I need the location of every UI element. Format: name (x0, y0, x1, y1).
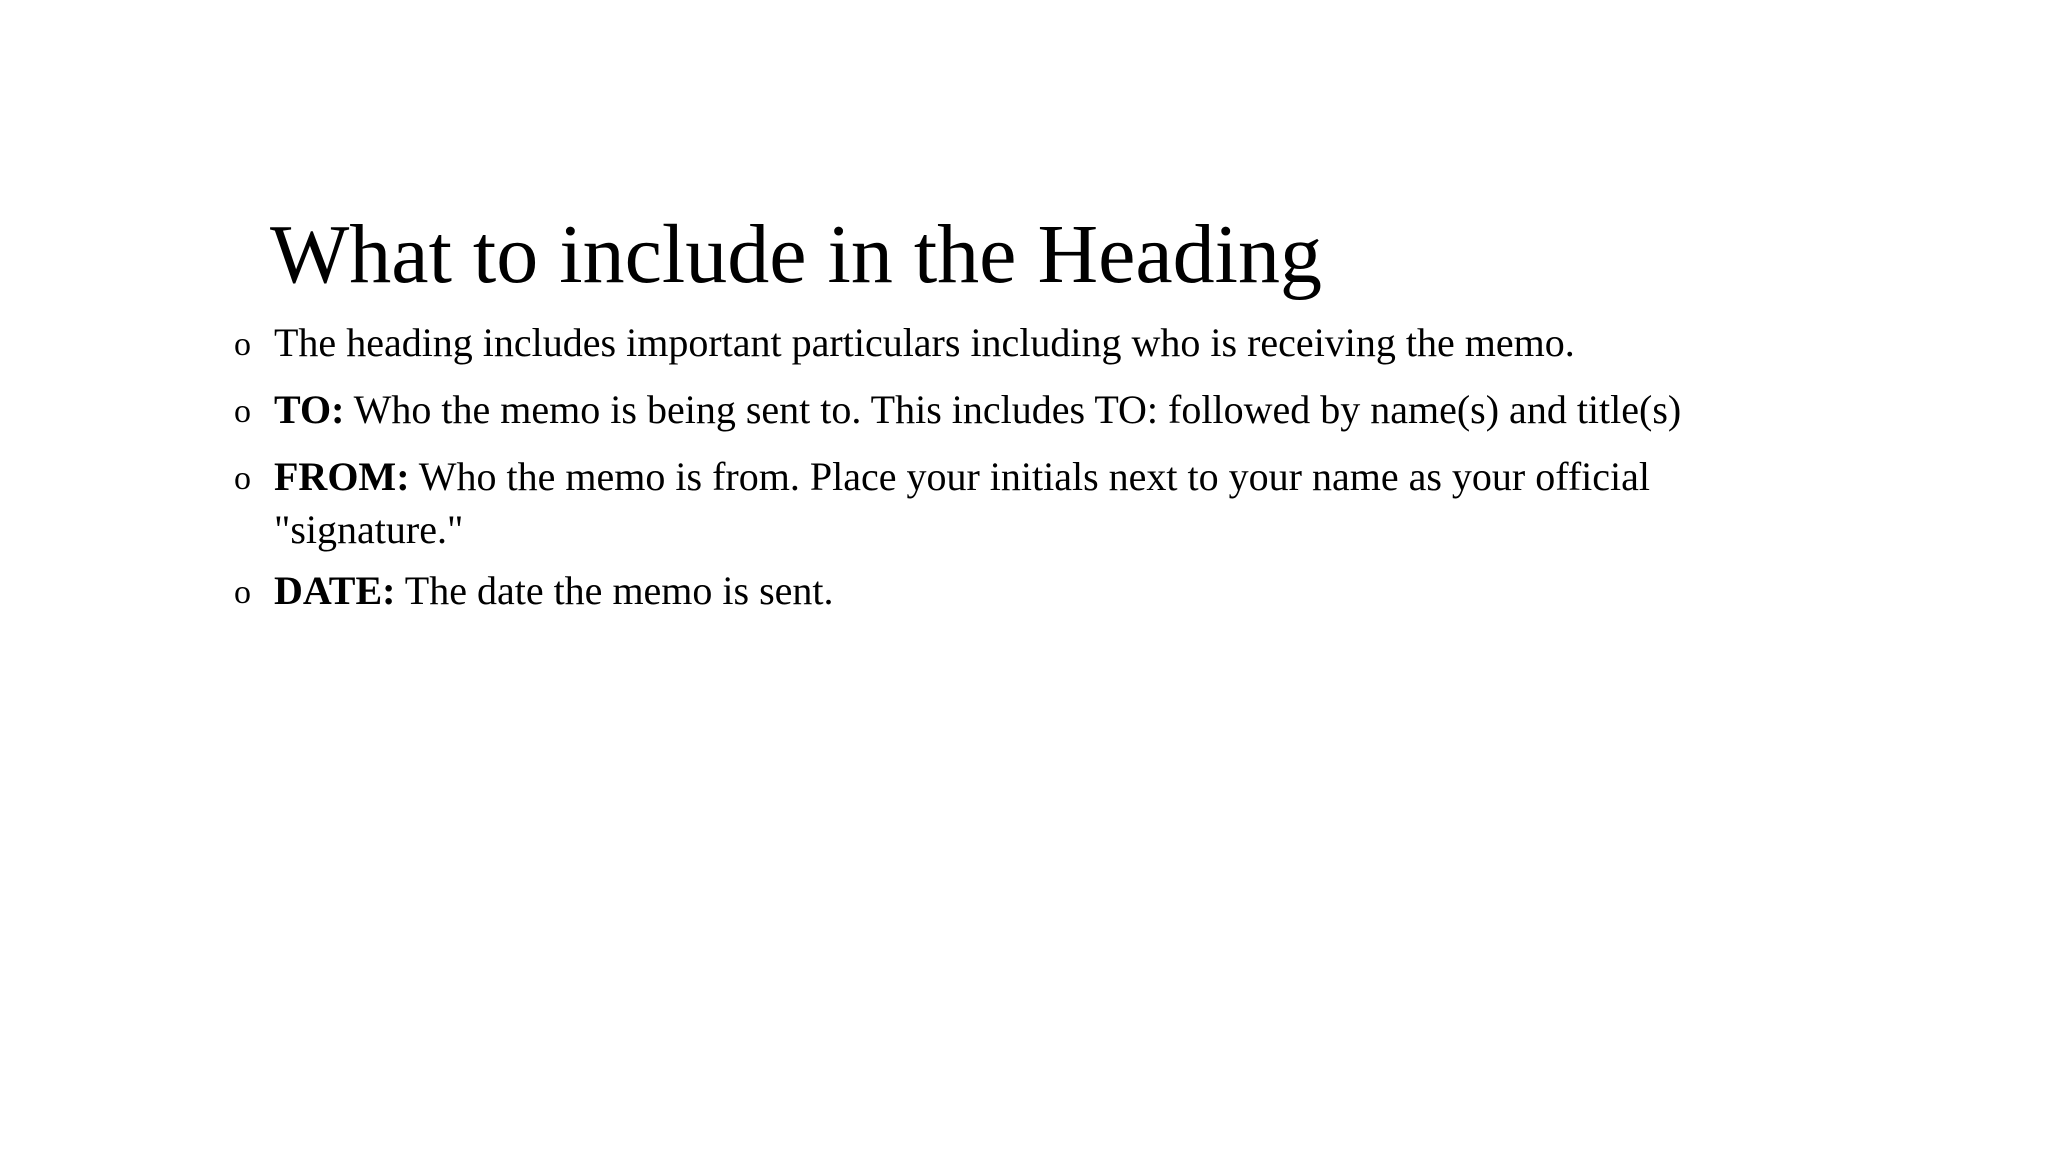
bullet-text: The date the memo is sent. (395, 568, 834, 613)
bullet-marker: o (234, 393, 251, 430)
bullet-marker: o (234, 460, 251, 497)
bullet-list (234, 316, 2014, 631)
bullet-marker: o (234, 326, 251, 363)
bullet-text: Who the memo is from. Place your initials next to your name as your official "signature." (274, 454, 1650, 552)
bullet-content (274, 564, 2014, 617)
slide-title: What to include in the Heading (270, 208, 1323, 301)
bullet-item-to (234, 383, 2014, 436)
bullet-content (274, 383, 2014, 436)
bullet-marker: o (234, 574, 251, 611)
bullet-item-date (234, 564, 2014, 617)
bullet-label: FROM: (274, 454, 410, 499)
bullet-item-from (234, 450, 2014, 556)
bullet-text: The heading includes important particulars including who is receiving the memo. (274, 320, 1575, 365)
bullet-label: TO: (274, 387, 345, 432)
bullet-item-heading-intro (234, 316, 2014, 369)
bullet-label: DATE: (274, 568, 396, 613)
bullet-text: Who the memo is being sent to. This includes TO: followed by name(s) and title(s) (344, 387, 1682, 432)
bullet-content (274, 450, 1674, 556)
